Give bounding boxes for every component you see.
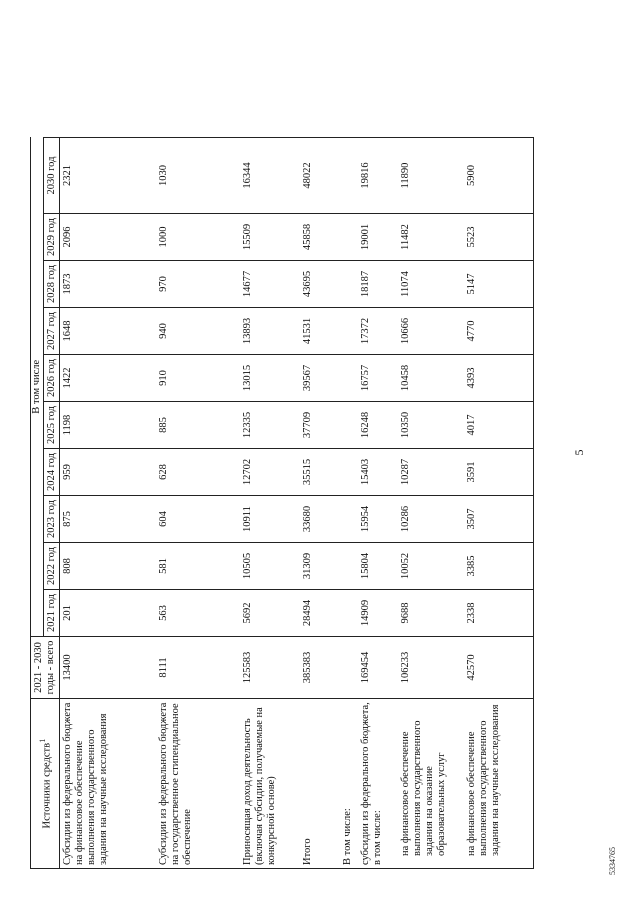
year-value-cell bbox=[340, 355, 358, 402]
year-value-cell: 910 bbox=[156, 355, 240, 402]
year-value-cell: 12702 bbox=[240, 449, 300, 496]
year-value-cell: 37709 bbox=[300, 402, 340, 449]
year-value-cell: 10286 bbox=[398, 496, 464, 543]
year-value-cell: 16344 bbox=[240, 138, 300, 214]
year-value-cell: 11074 bbox=[398, 261, 464, 308]
year-value-cell: 4017 bbox=[464, 402, 534, 449]
row-total: 8111 bbox=[156, 637, 240, 699]
year-value-cell: 3385 bbox=[464, 543, 534, 590]
year-value-cell: 11482 bbox=[398, 214, 464, 261]
header-source-footnote: 1 bbox=[37, 738, 48, 743]
year-value-cell: 10052 bbox=[398, 543, 464, 590]
header-including: В том числе bbox=[31, 138, 44, 637]
year-value-cell: 201 bbox=[60, 590, 156, 637]
row-label: В том числе: bbox=[340, 699, 358, 869]
year-value-cell: 43695 bbox=[300, 261, 340, 308]
year-value-cell: 17372 bbox=[358, 308, 398, 355]
year-value-cell: 15804 bbox=[358, 543, 398, 590]
header-year: 2026 год bbox=[44, 355, 60, 402]
year-value-cell bbox=[340, 496, 358, 543]
row-label: на финансовое обеспечение выполнения государственного задания на научные исследования bbox=[464, 699, 534, 869]
row-label: Субсидии из федерального бюджета на государственное стипендиальное обеспечение bbox=[156, 699, 240, 869]
table-row bbox=[300, 138, 340, 869]
header-year: 2022 год bbox=[44, 543, 60, 590]
year-value-cell: 5147 bbox=[464, 261, 534, 308]
year-value-cell: 3507 bbox=[464, 496, 534, 543]
year-value-cell: 1648 bbox=[60, 308, 156, 355]
year-value-cell: 2338 bbox=[464, 590, 534, 637]
year-value-cell: 1000 bbox=[156, 214, 240, 261]
year-value-cell: 18187 bbox=[358, 261, 398, 308]
year-value-cell: 15403 bbox=[358, 449, 398, 496]
year-value-cell: 14909 bbox=[358, 590, 398, 637]
year-value-cell: 33680 bbox=[300, 496, 340, 543]
header-year: 2029 год bbox=[44, 214, 60, 261]
year-value-cell: 13893 bbox=[240, 308, 300, 355]
year-value-cell: 10505 bbox=[240, 543, 300, 590]
year-value-cell: 13015 bbox=[240, 355, 300, 402]
year-value-cell: 970 bbox=[156, 261, 240, 308]
row-label: Приносящая доход деятельность (включая субсидии, получаемые на конкурсной основе) bbox=[240, 699, 300, 869]
header-year: 2024 год bbox=[44, 449, 60, 496]
year-value-cell: 48022 bbox=[300, 138, 340, 214]
year-value-cell bbox=[340, 590, 358, 637]
table-row bbox=[60, 138, 156, 869]
row-label: Субсидии из федерального бюджета на финансовое обеспечение выполнения государственного задания на научные исследования bbox=[60, 699, 156, 869]
row-label: Итого bbox=[300, 699, 340, 869]
year-value-cell: 15509 bbox=[240, 214, 300, 261]
year-value-cell: 885 bbox=[156, 402, 240, 449]
year-value-cell: 1198 bbox=[60, 402, 156, 449]
row-label: на финансовое обеспечение выполнения государственного задания на оказание образовательных услуг bbox=[398, 699, 464, 869]
year-value-cell: 2321 bbox=[60, 138, 156, 214]
year-value-cell: 3591 bbox=[464, 449, 534, 496]
year-value-cell: 41531 bbox=[300, 308, 340, 355]
year-value-cell: 19816 bbox=[358, 138, 398, 214]
year-value-cell: 45858 bbox=[300, 214, 340, 261]
header-year: 2021 год bbox=[44, 590, 60, 637]
table-row bbox=[398, 138, 464, 869]
header-year: 2027 год bbox=[44, 308, 60, 355]
header-year: 2023 год bbox=[44, 496, 60, 543]
funding-table bbox=[30, 137, 534, 869]
year-value-cell: 16248 bbox=[358, 402, 398, 449]
year-value-cell: 28494 bbox=[300, 590, 340, 637]
year-value-cell: 19001 bbox=[358, 214, 398, 261]
header-year: 2028 год bbox=[44, 261, 60, 308]
year-value-cell bbox=[340, 261, 358, 308]
year-value-cell: 5900 bbox=[464, 138, 534, 214]
row-label: субсидии из федерального бюджета, в том числе: bbox=[358, 699, 398, 869]
year-value-cell: 9688 bbox=[398, 590, 464, 637]
year-value-cell bbox=[340, 402, 358, 449]
table-row bbox=[358, 138, 398, 869]
page-number: 5 bbox=[572, 449, 586, 456]
year-value-cell: 604 bbox=[156, 496, 240, 543]
year-value-cell: 35515 bbox=[300, 449, 340, 496]
year-value-cell: 31309 bbox=[300, 543, 340, 590]
row-total bbox=[340, 637, 358, 699]
year-value-cell: 10911 bbox=[240, 496, 300, 543]
year-value-cell: 10458 bbox=[398, 355, 464, 402]
year-value-cell: 5523 bbox=[464, 214, 534, 261]
table-row bbox=[156, 138, 240, 869]
year-value-cell: 2096 bbox=[60, 214, 156, 261]
year-value-cell: 581 bbox=[156, 543, 240, 590]
year-value-cell: 39567 bbox=[300, 355, 340, 402]
year-value-cell bbox=[340, 308, 358, 355]
header-year: 2030 год bbox=[44, 138, 60, 214]
row-total: 169454 bbox=[358, 637, 398, 699]
year-value-cell: 10666 bbox=[398, 308, 464, 355]
row-total: 13400 bbox=[60, 637, 156, 699]
row-total: 125583 bbox=[240, 637, 300, 699]
year-value-cell bbox=[340, 138, 358, 214]
year-value-cell bbox=[340, 214, 358, 261]
year-value-cell: 14677 bbox=[240, 261, 300, 308]
year-value-cell: 12335 bbox=[240, 402, 300, 449]
table-row bbox=[340, 138, 358, 869]
year-value-cell: 563 bbox=[156, 590, 240, 637]
year-value-cell bbox=[340, 449, 358, 496]
year-value-cell: 628 bbox=[156, 449, 240, 496]
year-value-cell: 1030 bbox=[156, 138, 240, 214]
header-total: 2021 - 2030 годы - всего bbox=[31, 637, 60, 699]
header-year: 2025 год bbox=[44, 402, 60, 449]
year-value-cell: 16757 bbox=[358, 355, 398, 402]
row-total: 42570 bbox=[464, 637, 534, 699]
year-value-cell: 5692 bbox=[240, 590, 300, 637]
table-row bbox=[464, 138, 534, 869]
table-body bbox=[60, 138, 534, 869]
year-value-cell: 1422 bbox=[60, 355, 156, 402]
year-value-cell: 11890 bbox=[398, 138, 464, 214]
header-source-label: Источники средств bbox=[41, 742, 53, 829]
year-value-cell: 10350 bbox=[398, 402, 464, 449]
year-value-cell: 959 bbox=[60, 449, 156, 496]
row-total: 385383 bbox=[300, 637, 340, 699]
year-value-cell: 4393 bbox=[464, 355, 534, 402]
row-total: 106233 bbox=[398, 637, 464, 699]
year-value-cell: 1873 bbox=[60, 261, 156, 308]
header-source bbox=[31, 699, 60, 869]
document-id: 5334765 bbox=[608, 847, 617, 875]
year-value-cell: 940 bbox=[156, 308, 240, 355]
year-value-cell: 808 bbox=[60, 543, 156, 590]
year-value-cell: 4770 bbox=[464, 308, 534, 355]
year-value-cell: 10287 bbox=[398, 449, 464, 496]
year-value-cell: 15954 bbox=[358, 496, 398, 543]
year-value-cell: 875 bbox=[60, 496, 156, 543]
year-value-cell bbox=[340, 543, 358, 590]
table-row bbox=[240, 138, 300, 869]
